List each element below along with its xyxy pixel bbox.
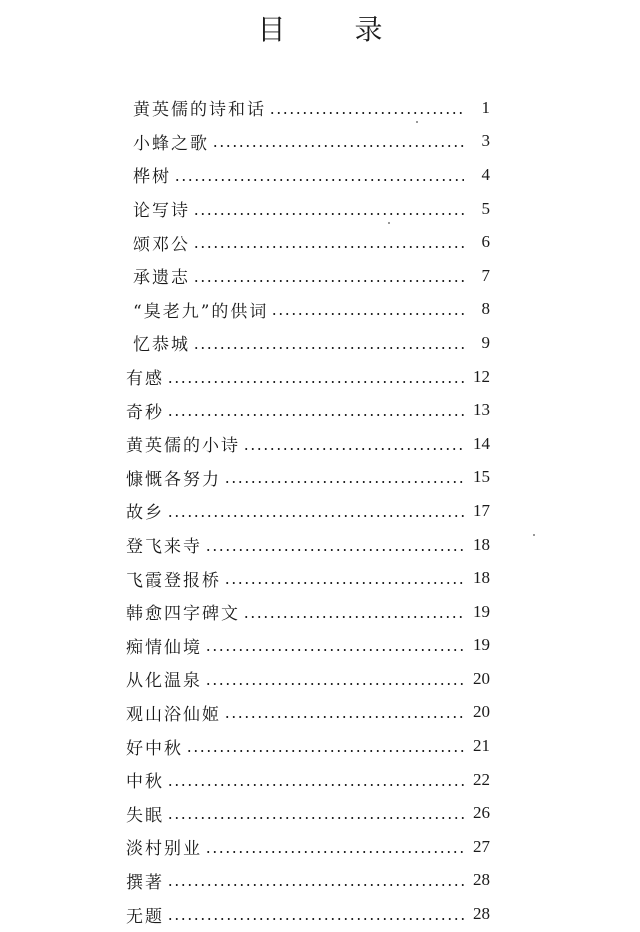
toc-entry-page-number: 22 xyxy=(473,769,490,789)
dot-leader xyxy=(193,213,464,215)
dot-leader xyxy=(167,884,464,886)
toc-entry-title: 从化温泉 xyxy=(126,671,202,692)
toc-entry-title: 韩愈四字碑文 xyxy=(126,604,240,625)
toc-entry-title: 黄英儒的小诗 xyxy=(126,436,240,457)
dot-leader xyxy=(205,683,464,685)
toc-entry xyxy=(0,293,640,327)
toc-entry-page-number: 26 xyxy=(473,803,490,823)
toc-entry xyxy=(0,696,640,730)
scan-speck xyxy=(533,534,535,536)
scan-speck xyxy=(388,222,390,224)
toc-entry-title: 飞霞登报桥 xyxy=(126,570,221,591)
toc-entry-title: 中秋 xyxy=(126,772,164,793)
dot-leader xyxy=(167,515,464,517)
toc-entry xyxy=(0,729,640,763)
toc-entry xyxy=(0,326,640,360)
toc-entry-page-number: 14 xyxy=(473,433,490,453)
dot-leader xyxy=(167,817,464,819)
toc-entry-title: 登飞来寺 xyxy=(126,537,202,558)
scan-speck xyxy=(416,121,418,123)
toc-entry-title: 黄英儒的诗和话 xyxy=(133,100,266,121)
dot-leader xyxy=(167,414,464,416)
toc-entry xyxy=(0,494,640,528)
dot-leader xyxy=(205,851,464,853)
toc-entry-page-number: 3 xyxy=(481,131,490,151)
toc-entry xyxy=(0,427,640,461)
dot-leader xyxy=(167,784,464,786)
toc-entry xyxy=(0,259,640,293)
toc-entry-title: 淡村别业 xyxy=(126,839,202,860)
dot-leader xyxy=(212,145,464,147)
toc-entry xyxy=(0,763,640,797)
toc-entry xyxy=(0,796,640,830)
toc-entry-page-number: 1 xyxy=(481,97,490,117)
dot-leader xyxy=(269,112,464,114)
dot-leader xyxy=(193,280,464,282)
dot-leader xyxy=(224,716,464,718)
toc-entry-page-number: 19 xyxy=(473,635,490,655)
toc-entry-title: 慷慨各努力 xyxy=(126,469,221,490)
toc-entry xyxy=(0,629,640,663)
toc-entry xyxy=(0,830,640,864)
dot-leader xyxy=(174,179,464,181)
toc-entry xyxy=(0,561,640,595)
toc-entry xyxy=(0,864,640,898)
toc-entry-title: 观山浴仙姬 xyxy=(126,704,221,725)
toc-entry-page-number: 5 xyxy=(481,198,490,218)
dot-leader xyxy=(243,616,464,618)
toc-entry-page-number: 18 xyxy=(473,534,490,554)
toc-entry xyxy=(0,897,640,931)
toc-entry xyxy=(0,225,640,259)
dot-leader xyxy=(271,313,464,315)
toc-entry-title: 小蜂之歌 xyxy=(133,133,209,154)
toc-entry-page-number: 28 xyxy=(473,904,490,924)
dot-leader xyxy=(205,549,464,551)
toc-entry-title: 论写诗 xyxy=(133,201,190,222)
dot-leader xyxy=(167,381,464,383)
toc-entry xyxy=(0,461,640,495)
toc-entry-title: 无题 xyxy=(126,906,164,927)
toc-entry-page-number: 27 xyxy=(473,836,490,856)
toc-entry-title: 承遗志 xyxy=(133,268,190,289)
dot-leader xyxy=(224,582,464,584)
toc-entry xyxy=(0,595,640,629)
toc-entry-page-number: 28 xyxy=(473,870,490,890)
toc-entry-page-number: 19 xyxy=(473,601,490,621)
toc-entry xyxy=(0,528,640,562)
toc-entry-title: 失眠 xyxy=(126,805,164,826)
toc-entry-page-number: 7 xyxy=(481,265,490,285)
toc-entry xyxy=(0,393,640,427)
toc-entry-title: 忆恭城 xyxy=(133,335,190,356)
toc-entry-title: 颂邓公 xyxy=(133,234,190,255)
toc-entry-page-number: 6 xyxy=(481,232,490,252)
toc-entry-page-number: 13 xyxy=(473,400,490,420)
toc-entry xyxy=(0,125,640,159)
dot-leader xyxy=(224,481,464,483)
toc-entry xyxy=(0,91,640,125)
dot-leader xyxy=(167,918,464,920)
toc-entry xyxy=(0,192,640,226)
toc-entry-title: “臭老九”的供词 xyxy=(133,301,269,322)
toc-entry-page-number: 20 xyxy=(473,668,490,688)
toc-entry-title: 桦树 xyxy=(133,167,171,188)
toc-entry-title: 奇秒 xyxy=(126,402,164,423)
toc-entry-page-number: 9 xyxy=(481,332,490,352)
dot-leader xyxy=(243,448,464,450)
dot-leader xyxy=(193,246,464,248)
toc-entry-page-number: 4 xyxy=(481,164,490,184)
toc-entry-page-number: 18 xyxy=(473,568,490,588)
toc-entry xyxy=(0,662,640,696)
table-of-contents xyxy=(0,91,640,931)
toc-entry xyxy=(0,158,640,192)
toc-entry-title: 有感 xyxy=(126,369,164,390)
toc-entry-title: 故乡 xyxy=(126,503,164,524)
dot-leader xyxy=(205,649,464,651)
page-title: 目 录 xyxy=(257,13,413,46)
toc-entry xyxy=(0,360,640,394)
dot-leader xyxy=(186,750,464,752)
toc-entry-page-number: 8 xyxy=(481,299,490,319)
toc-entry-page-number: 17 xyxy=(473,500,490,520)
dot-leader xyxy=(193,347,464,349)
toc-entry-title: 撰著 xyxy=(126,872,164,893)
toc-entry-page-number: 20 xyxy=(473,702,490,722)
toc-entry-page-number: 21 xyxy=(473,736,490,756)
toc-entry-title: 痴情仙境 xyxy=(126,637,202,658)
toc-entry-page-number: 15 xyxy=(473,467,490,487)
toc-entry-page-number: 12 xyxy=(473,366,490,386)
toc-entry-title: 好中秋 xyxy=(126,738,183,759)
